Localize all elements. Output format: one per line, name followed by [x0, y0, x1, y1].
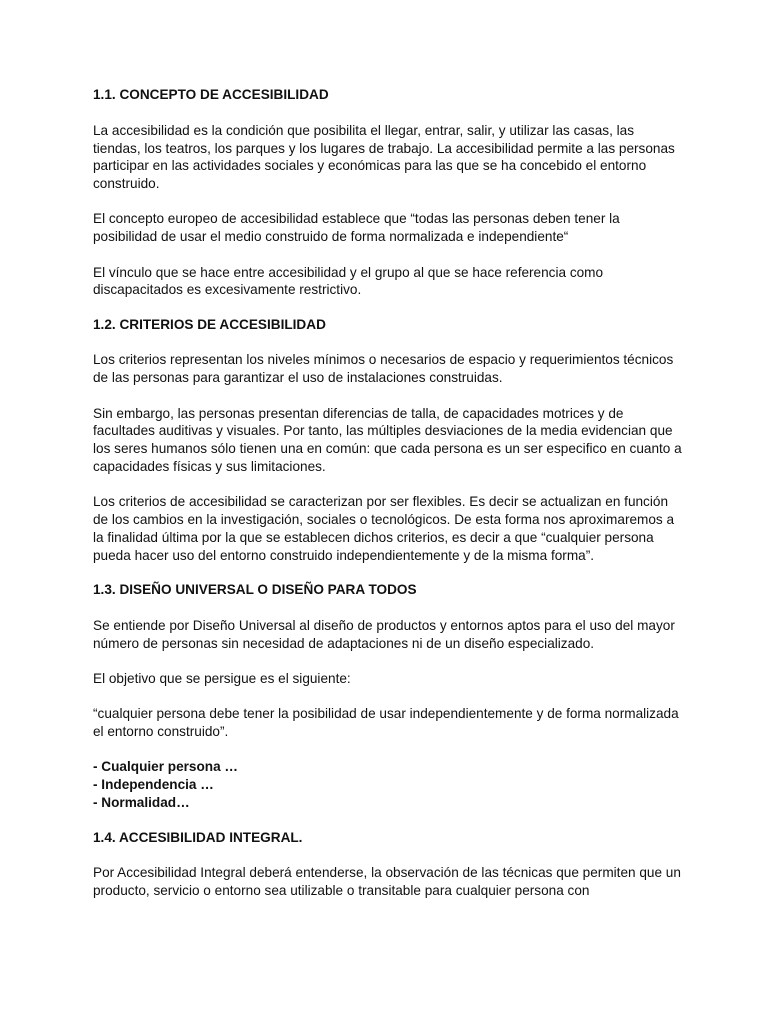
list-item: - Cualquier persona …	[93, 759, 239, 775]
document-body	[93, 86, 683, 900]
paragraph: El concepto europeo de accesibilidad establece que “todas las personas deben tener la posibilidad de usar el medio construido de forma normalizada e independiente“	[93, 211, 620, 245]
paragraph: Por Accesibilidad Integral deberá entenderse, la observación de las técnicas que permiten que un producto, servicio o entorno sea utilizable o transitable para cualquier persona con	[93, 864, 681, 898]
paragraph: El vínculo que se hace entre accesibilidad y el grupo al que se hace referencia como discapacitados es excesivamente restrictivo.	[93, 264, 604, 298]
section-heading-criterios: 1.2. CRITERIOS DE ACCESIBILIDAD	[93, 317, 326, 333]
bold-list	[93, 758, 683, 811]
paragraph: Los criterios representan los niveles mínimos o necesarios de espacio y requerimientos técnicos de las personas para garantizar el uso de instalaciones construidas.	[93, 352, 674, 386]
paragraph: Sin embargo, las personas presentan diferencias de talla, de capacidades motrices y de facultades auditivas y visuales. Por tanto, las múltiples desviaciones de la media evidencian que los seres humanos sólo tienen una en común: que cada persona es un ser especifico en cuanto a capacidades físicas y sus limitaciones.	[93, 405, 682, 474]
section-heading-diseno-universal: 1.3. DISEÑO UNIVERSAL O DISEÑO PARA TODOS	[93, 582, 417, 598]
list-item: - Normalidad…	[93, 794, 190, 810]
paragraph: La accesibilidad es la condición que posibilita el llegar, entrar, salir, y utilizar las casas, las tiendas, los teatros, los parques y los lugares de trabajo. La accesibilidad permite a las personas participar en las actividades sociales y económicas para las que se ha concebido el entorno construido.	[93, 122, 675, 192]
paragraph: El objetivo que se persigue es el siguiente:	[93, 670, 351, 686]
paragraph: Se entiende por Diseño Universal al diseño de productos y entornos aptos para el uso del mayor número de personas sin necesidad de adaptaciones ni de un diseño especializado.	[93, 617, 675, 651]
paragraph-quote: “cualquier persona debe tener la posibilidad de usar independientemente y de forma normalizada el entorno construido”.	[93, 706, 679, 739]
section-heading-concepto: 1.1. CONCEPTO DE ACCESIBILIDAD	[93, 87, 329, 102]
section-heading-accesibilidad-integral: 1.4. ACCESIBILIDAD INTEGRAL.	[93, 829, 303, 845]
paragraph: Los criterios de accesibilidad se caracterizan por ser flexibles. Es decir se actualizan en función de los cambios en la investigación, sociales o tecnológicos. De esta forma nos aproximaremos a la finalidad última por la que se establecen dichos criterios, es decir a que “cualquier persona pueda hacer uso del entorno construido independientemente y de la misma forma”.	[93, 494, 675, 563]
list-item: - Independencia …	[93, 777, 214, 793]
